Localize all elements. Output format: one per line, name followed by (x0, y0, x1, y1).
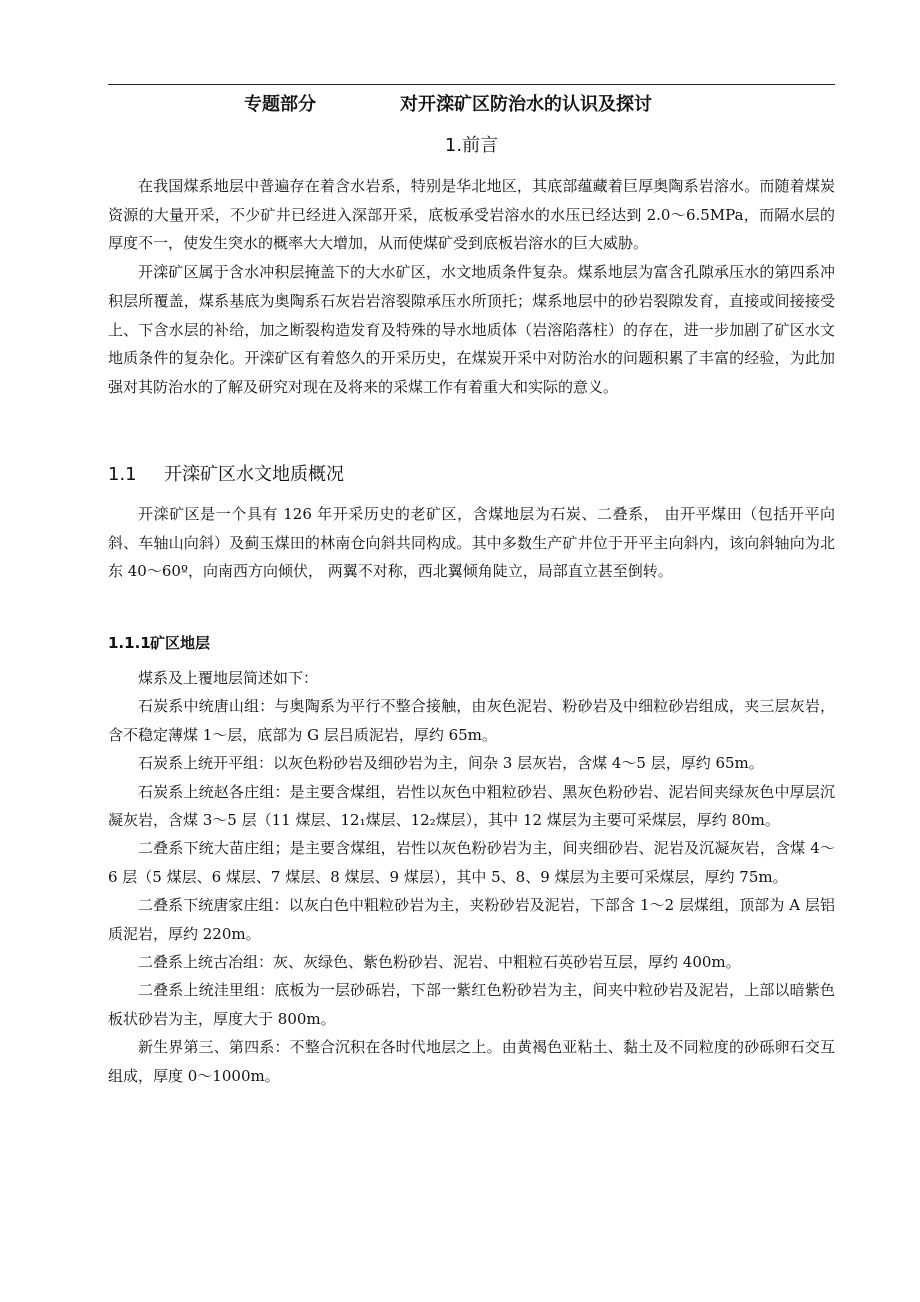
strata-paragraph: 二叠系下统大苗庄组；是主要含煤组，岩性以灰色粉砂岩为主，间夹细砂岩、泥岩及沉凝灰岩，含煤 4～6 层（5 煤层、6 煤层、7 煤层、8 煤层、9 煤层），其中 5、8、9 煤层为主要可采煤层，厚约 75m。 (108, 839, 835, 886)
section-heading-preface: 1.前言 (444, 135, 499, 156)
section-1-1-body (108, 500, 835, 586)
intro-section (108, 172, 835, 402)
strata-paragraph: 石炭系上统开平组：以灰色粉砂岩及细砂岩为主，间杂 3 层灰岩，含煤 4～5 层，厚约 65m。 (138, 754, 764, 773)
page-title: 对开滦矿区防治水的认识及探讨 (400, 94, 652, 115)
section-number: 1.1 (108, 464, 137, 485)
page-header (108, 90, 835, 120)
intro-paragraph-2: 开滦矿区属于含水冲积层掩盖下的大水矿区，水文地质条件复杂。煤系地层为富含孔隙承压水的第四系冲积层所覆盖，煤系基底为奥陶系石灰岩岩溶裂隙承压水所顶托；煤系地层中的砂岩裂隙发育，直接或间接接受上、下含水层的补给，加之断裂构造发育及特殊的导水地质体（岩溶陷落柱）的存在，进一步加剧了矿区水文地质条件的复杂化。开滦矿区有着悠久的开采历史，在煤炭开采中对防治水的问题积累了丰富的经验，为此加强对其防治水的了解及研究对现在及将来的采煤工作有着重大和实际的意义。 (108, 263, 835, 396)
strata-list (108, 664, 835, 1090)
strata-paragraph: 二叠系上统洼里组：底板为一层砂砾岩，下部一紫红色粉砂岩为主，间夹中粒砂岩及泥岩，上部以暗紫色板状砂岩为主，厚度大于 800m。 (108, 981, 835, 1028)
section-heading-1-1 (108, 460, 344, 486)
strata-paragraph: 二叠系下统唐家庄组：以灰白色中粗粒砂岩为主，夹粉砂岩及泥岩，下部含 1～2 层煤组，顶部为 A 层铝质泥岩，厚约 220m。 (108, 896, 835, 943)
section-1-1-paragraph: 开滦矿区是一个具有 126 年开采历史的老矿区，含煤地层为石炭、二叠系， 由开平煤田（包括开平向斜、车轴山向斜）及蓟玉煤田的林南仓向斜共同构成。其中多数生产矿井位于开平主向斜内，该向斜轴向为北东 40～60º，向南西方向倾伏， 两翼不对称，西北翼倾角陡立，局部直立甚至倒转。 (108, 505, 835, 581)
section-title: 开滦矿区水文地质概况 (164, 464, 344, 485)
strata-paragraph: 二叠系上统古冶组：灰、灰绿色、紫色粉砂岩、泥岩、中粗粒石英砂岩互层，厚约 400m。 (138, 953, 741, 972)
strata-paragraph: 煤系及上覆地层简述如下： (138, 669, 319, 687)
subsection-number: 1.1.1 (108, 634, 151, 652)
header-part-label: 专题部分 (244, 94, 316, 115)
subsection-title: 矿区地层 (150, 634, 211, 652)
section-heading-1-1-1 (108, 632, 210, 653)
strata-paragraph: 石炭系中统唐山组：与奥陶系为平行不整合接触，由灰色泥岩、粉砂岩及中细粒砂岩组成，夹三层灰岩，含不稳定薄煤 1～层，底部为 G 层吕质泥岩，厚约 65m。 (108, 697, 835, 744)
strata-paragraph: 石炭系上统赵各庄组：是主要含煤组，岩性以灰色中粗粒砂岩、黑灰色粉砂岩、泥岩间夹绿灰色中厚层沉凝灰岩，含煤 3～5 层（11 煤层、12₁煤层、12₂煤层），其中 12 煤层为主要可采煤层，厚约 80m。 (108, 782, 835, 830)
intro-paragraph-1: 在我国煤系地层中普遍存在着含水岩系，特别是华北地区，其底部蕴藏着巨厚奥陶系岩溶水。而随着煤炭资源的大量开采，不少矿井已经进入深部开采，底板承受岩溶水的水压已经达到 2.0～6.5MPa，而隔水层的厚度不一，使发生突水的概率大大增加，从而使煤矿受到底板岩溶水的巨大威胁。 (108, 177, 835, 253)
strata-paragraph: 新生界第三、第四系：不整合沉积在各时代地层之上。由黄褐色亚粘土、黏土及不同粒度的砂砾卵石交互组成，厚度 0～1000m。 (108, 1038, 835, 1085)
header-rule (108, 84, 835, 85)
